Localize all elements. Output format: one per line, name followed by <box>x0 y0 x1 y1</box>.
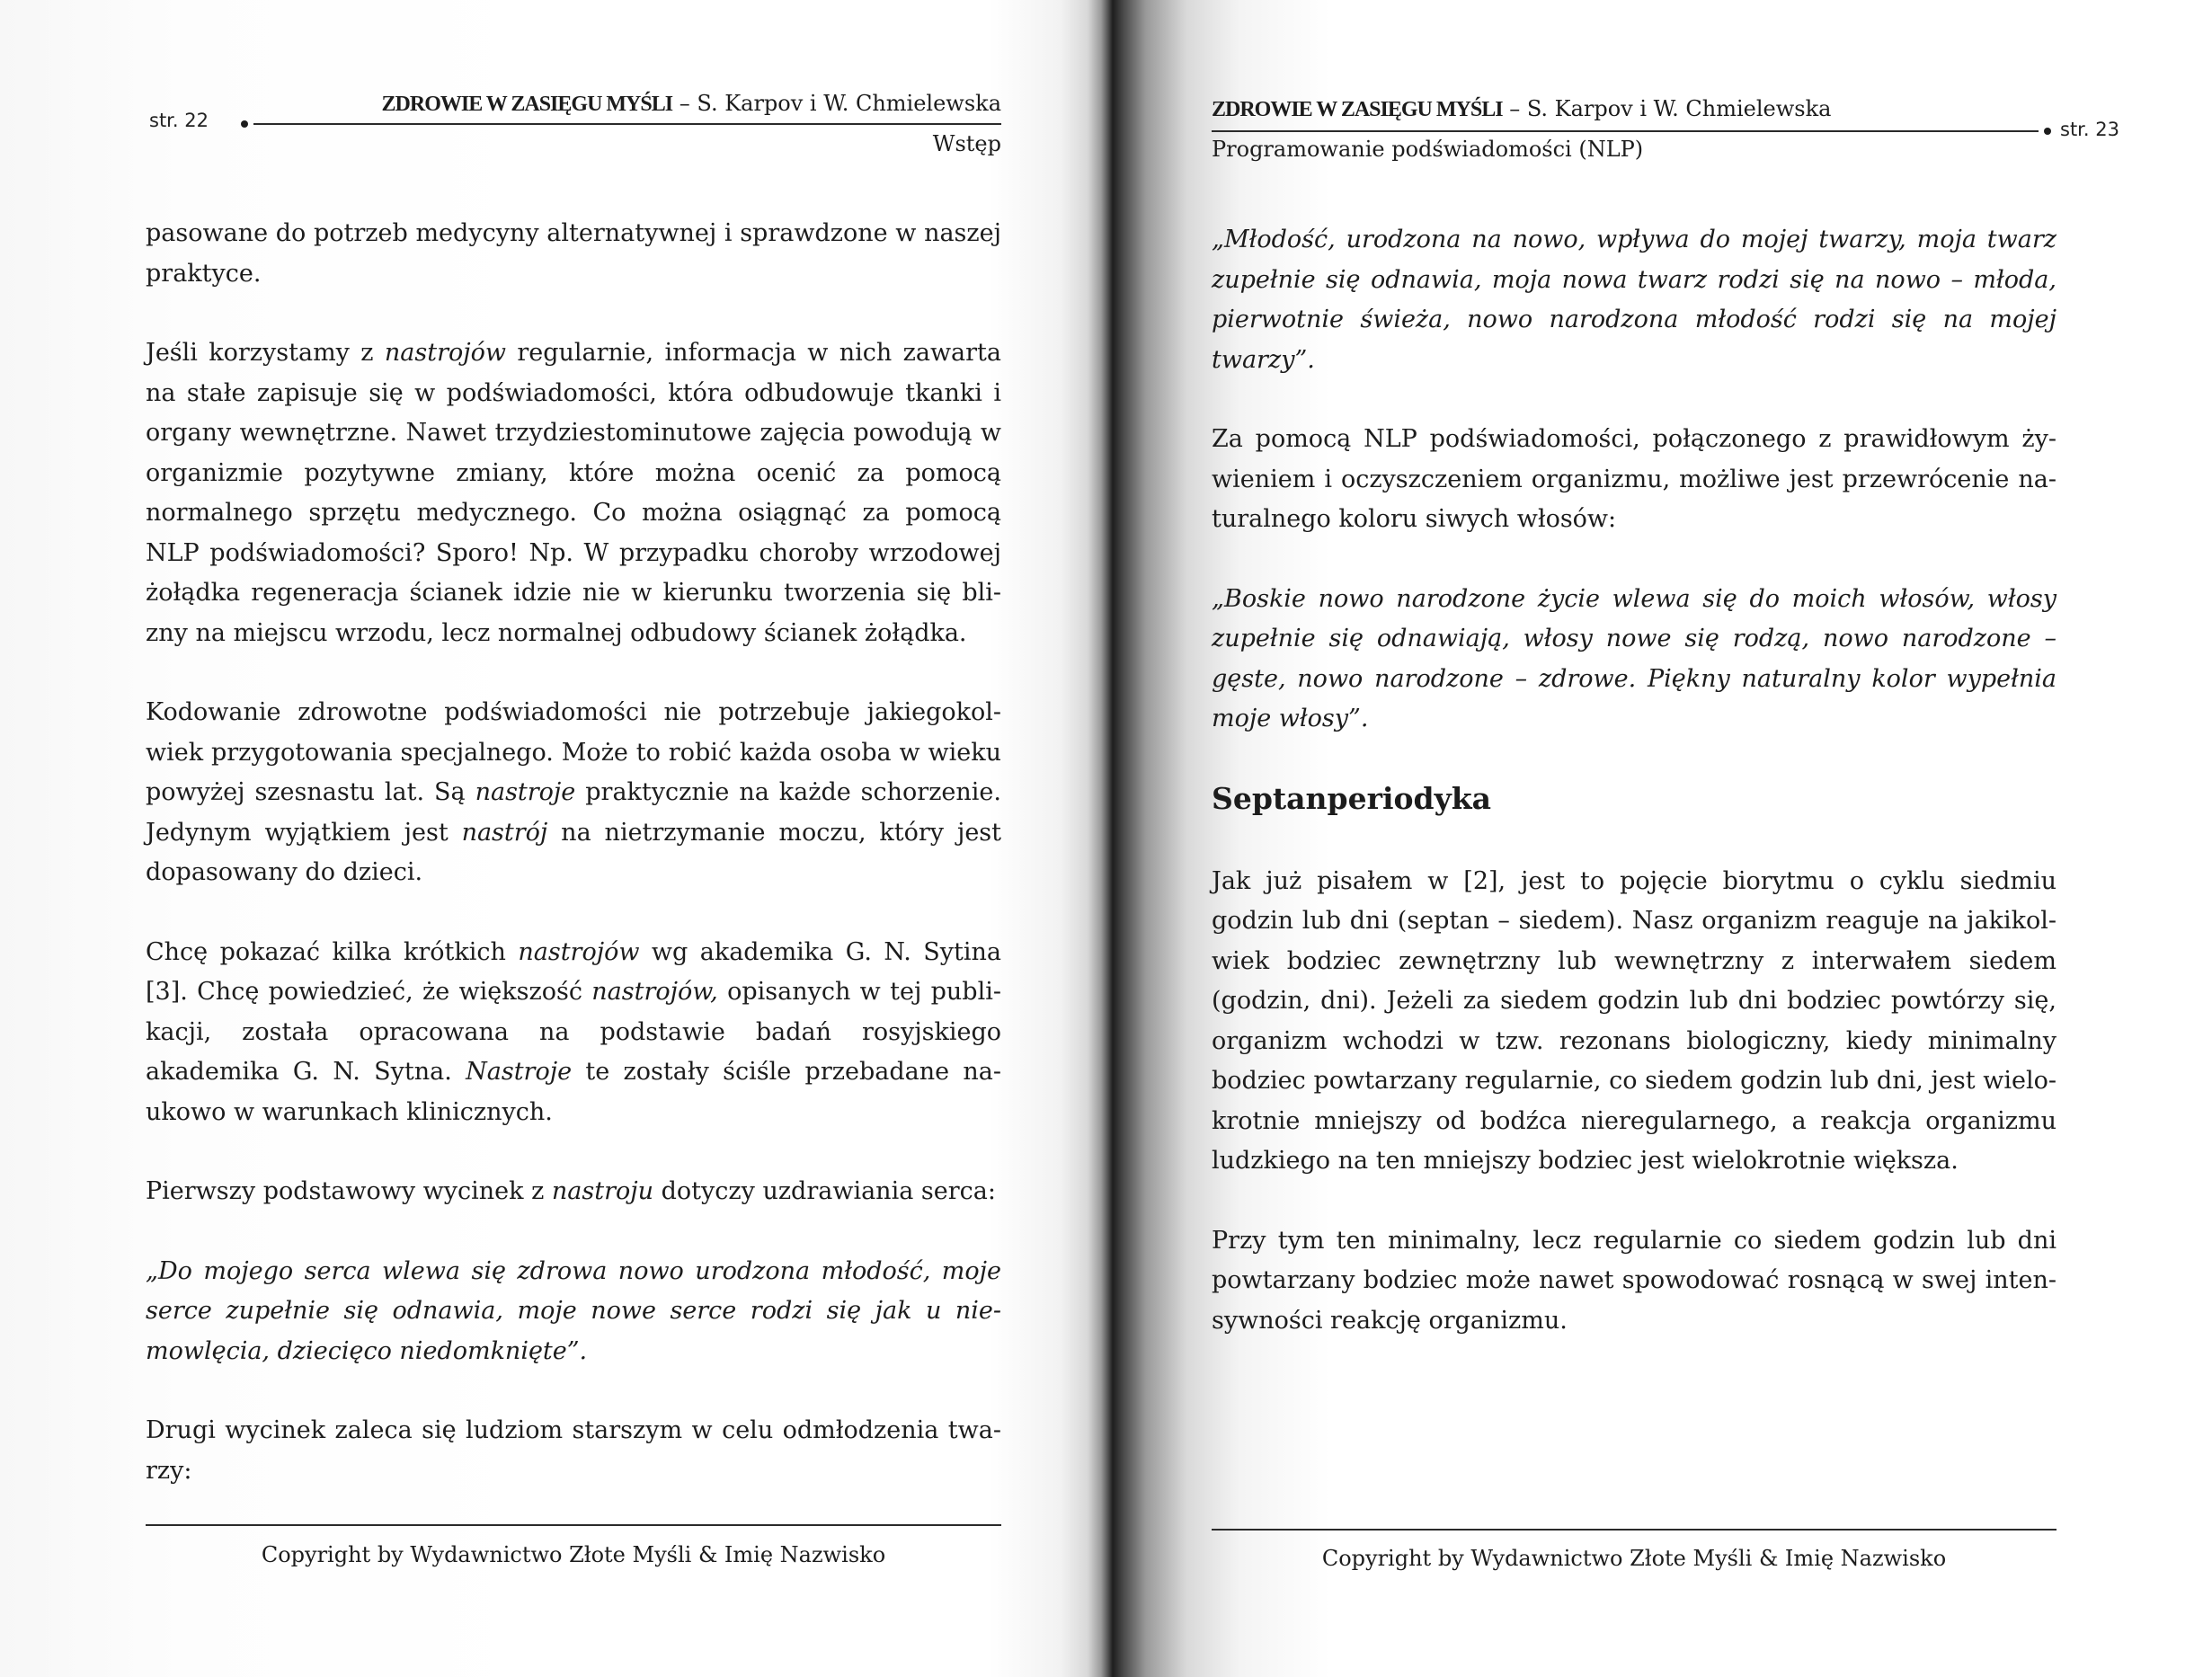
section-name: Programowanie podświadomości (NLP) <box>1212 137 1644 162</box>
paragraph <box>146 214 1001 294</box>
header-authors: – S. Karpov i W. Chmielewska <box>1509 96 1832 121</box>
italic-term: nastrojów <box>518 937 640 966</box>
quote-paragraph <box>1212 580 2057 740</box>
text-run: Przy tym ten minimalny, lecz regularnie co siedem godzin lub dni powtarzany bodziec może nawet spowodować rosnącą w swej inten-sywności reakcję organizmu. <box>1212 1226 2057 1335</box>
paragraph <box>1212 862 2057 1182</box>
page-number: str. 22 <box>149 110 209 131</box>
italic-term: Nastroje <box>466 1058 573 1086</box>
left-page <box>0 0 1101 1677</box>
running-head <box>1212 95 1831 123</box>
text-run: te zostały ściśle przebadane na-ukowo w warunkach klinicznych. <box>146 1058 1001 1126</box>
paragraph <box>146 333 1001 653</box>
text-run: Septanperiodyka <box>1212 780 1492 816</box>
text-run: wg akademika G. N. Sytina [3]. Chcę powiedzieć, że większość <box>146 937 1001 1006</box>
quote-paragraph <box>146 1252 1001 1372</box>
italic-term: nastrojów, <box>591 978 718 1006</box>
italic-term: nastroju <box>551 1177 654 1205</box>
bullet-dot <box>241 120 248 128</box>
header-title: ZDROWIE W ZASIĘGU MYŚLI <box>381 93 673 116</box>
footer-copyright: Copyright by Wydawnictwo Złote Myśli & Imię Nazwisko <box>261 1542 886 1567</box>
text-run: pasowane do potrzeb medycyny alternatywnej i sprawdzone w naszej praktyce. <box>146 219 1001 288</box>
text-run: Drugi wycinek zaleca się ludziom starszym w celu odmłodzenia twa-rzy: <box>146 1416 1001 1485</box>
section-name: Wstęp <box>932 131 1001 156</box>
paragraph <box>1212 1221 2057 1342</box>
paragraph <box>146 1172 1001 1212</box>
header-authors: – S. Karpov i W. Chmielewska <box>679 91 1001 116</box>
text-run: praktycznie na każde schorzenie. Jedynym wyjątkiem jest <box>146 778 1001 847</box>
text-run: Jeśli korzystamy z <box>146 339 385 367</box>
right-page <box>1115 0 2212 1677</box>
section-heading <box>1212 779 2057 819</box>
paragraph <box>146 693 1001 893</box>
italic-term: nastrój <box>461 818 548 847</box>
italic-term: nastrojów <box>384 339 506 367</box>
text-run: „Młodość, urodzona na nowo, wpływa do mojej twarzy, moja twarz zupełnie się odnawia, moja nowa twarz rodzi się na nowo – młoda, pierwotnie świeża, nowo narodzona młodość rodzi się na mojej twarzy”. <box>1212 226 2057 374</box>
left-body-text <box>146 214 1001 1531</box>
bullet-dot <box>2044 128 2051 135</box>
text-run: Pierwszy podstawowy wycinek z <box>146 1177 552 1205</box>
text-run: „Boskie nowo narodzone życie wlewa się do moich włosów, włosy zupełnie się odnawiają, włosy nowe się rodzą, nowo narodzone – gęste, nowo narodzone – zdrowe. Piękny naturalny kolor wypełnia moje włosy”. <box>1212 584 2057 732</box>
right-body-text <box>1212 220 2057 1380</box>
header-rule <box>253 123 1001 125</box>
text-run: „Do mojego serca wlewa się zdrowa nowo urodzona młodość, moje serce zupełnie się odnawia, moje nowe serce rodzi się jak u nie-mowlęcia, dziecięco niedomknięte”. <box>146 1256 1001 1365</box>
text-run: dotyczy uzdrawiania serca: <box>653 1177 996 1205</box>
text-run: Za pomocą NLP podświadomości, połączonego z prawidłowym ży-wieniem i oczyszczeniem organizmu, możliwe jest przewrócenie na-turalnego koloru siwych włosów: <box>1212 425 2057 533</box>
text-run: na nietrzymanie moczu, który jest dopasowany do dzieci. <box>146 818 1001 886</box>
paragraph <box>146 1411 1001 1491</box>
text-run: opisanych w tej publi-kacji, została opracowana na podstawie badań rosyjskiego akademika G. N. Sytna. <box>146 978 1001 1086</box>
running-head <box>325 90 1001 118</box>
text-run: Jak już pisałem w [2], jest to pojęcie biorytmu o cyklu siedmiu godzin lub dni (septan – siedem). Nasz organizm reaguje na jakikol-wiek bodziec zewnętrzny lub wewnętrzny z interwałem siedem (godzin, dni). Jeżeli za siedem godzin lub dni bodziec powtórzy się, organizm wchodzi w tzw. rezonans biologiczny, kiedy minimalny bodziec powtarzany regularnie, co siedem godzin lub dni, jest wielo-krotnie mniejszy od bodźca nieregularnego, a reakcja organizmu ludzkiego na ten mniejszy bodziec jest wielokrotnie większa. <box>1212 866 2057 1175</box>
footer-copyright: Copyright by Wydawnictwo Złote Myśli & Imię Nazwisko <box>1321 1546 1947 1571</box>
text-run: regularnie, informacja w nich zawarta na stałe zapisuje się w podświadomości, która odbudowuje tkanki i organy wewnętrzne. Nawet trzydziestominutowe zajęcia powodują w organizmie pozytywne zmiany, które można ocenić za pomocą normalnego sprzętu medycznego. Co można osiągnąć za pomocą NLP podświadomości? Sporo! Np. W przypadku choroby wrzodowej żołądka regeneracja ścianek idzie nie w kierunku tworzenia się bli-zny na miejscu wrzodu, lecz normalnej odbudowy ścianek żołądka. <box>146 339 1002 647</box>
footer-rule <box>146 1524 1001 1526</box>
paragraph <box>1212 420 2057 540</box>
page-number: str. 23 <box>2060 119 2119 140</box>
header-title: ZDROWIE W ZASIĘGU MYŚLI <box>1212 98 1503 121</box>
paragraph <box>146 933 1001 1133</box>
footer-rule <box>1212 1529 2057 1531</box>
italic-term: nastroje <box>475 778 576 806</box>
text-run: Kodowanie zdrowotne podświadomości nie potrzebuje jakiegokol-wiek przygotowania specjalnego. Może to robić każda osoba w wieku powyżej szesnastu lat. Są <box>146 698 1001 806</box>
quote-paragraph <box>1212 220 2057 380</box>
header-rule <box>1212 130 2039 132</box>
text-run: Chcę pokazać kilka krótkich <box>146 937 519 966</box>
